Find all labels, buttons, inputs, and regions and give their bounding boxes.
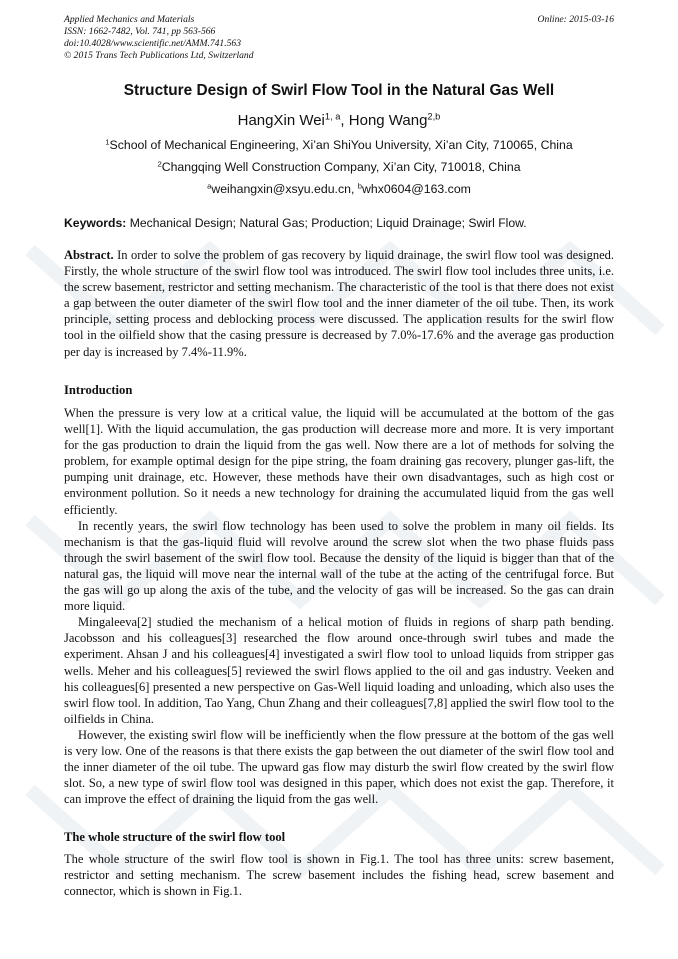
author-line [0, 112, 678, 129]
paper-title: Structure Design of Swirl Flow Tool in the Natural Gas Well [123, 82, 555, 99]
journal-header [64, 14, 614, 62]
introduction-body [64, 405, 614, 807]
affiliation-text: Changqing Well Construction Company, Xi’an City, 710018, China [161, 160, 521, 174]
author-name: HangXin Wei [237, 112, 325, 129]
abstract [64, 247, 614, 360]
paragraph: However, the existing swirl flow will be inefficiently when the flow pressure at the bottom of the gas well is very low. One of the reasons is that there exists the gap between the out diameter of the swirl flow tool and the inner diameter of the oil tube. The upward gas flow may disturb the swirl flow created by the swirl flow slot. So, a new type of swirl flow tool was designed in this paper, which does not exist the gap. Therefore, it can improve the effect of draining the liquid from the gas well. [64, 727, 614, 807]
section-heading-structure: The whole structure of the swirl flow tool [64, 830, 286, 844]
keywords-text: Mechanical Design; Natural Gas; Production; Liquid Drainage; Swirl Flow. [126, 216, 527, 230]
affiliation-sup: 2 [157, 159, 162, 169]
email-sup: a [207, 181, 212, 191]
email-link[interactable]: whx0604@163.com [362, 182, 471, 196]
author-separator: , [340, 112, 349, 129]
doi-line: doi:10.4028/www.scientific.net/AMM.741.563 [64, 38, 242, 49]
copyright-line: © 2015 Trans Tech Publications Ltd, Switzerland [64, 50, 254, 61]
affiliation-2 [0, 160, 678, 174]
online-date: Online: 2015-03-16 [537, 14, 614, 25]
abstract-label: Abstract. [64, 248, 114, 262]
paragraph: In recently years, the swirl flow technology has been used to solve the problem in many oil fields. Its mechanism is that the gas-liquid fluid will revolve around the screw slot when the two phase fluids pass through the swirl basement of the swirl flow tool. Because the density of the liquid is bigger than that of the natural gas, the liquid will move near the internal wall of the tube at the acting of the centrifugal force. But the gas will go up along the axis of the tube, and the velocity of gas will be increased. So the gas can drain more liquid. [64, 518, 614, 614]
structure-body [64, 851, 614, 899]
email-sup: b [357, 181, 363, 191]
keywords-label: Keywords: [64, 216, 127, 230]
affiliation-text: School of Mechanical Engineering, Xi’an ShiYou University, Xi’an City, 710065, China [109, 138, 573, 152]
journal-name: Applied Mechanics and Materials [64, 14, 195, 25]
issn-line: ISSN: 1662-7482, Vol. 741, pp 563-566 [64, 26, 216, 37]
paragraph: When the pressure is very low at a critical value, the liquid will be accumulated at the bottom of the gas well[1]. With the liquid accumulation, the gas production will decrease more and more. It is very important for the gas production to drain the liquid from the gas well. Now there are a lot of methods for solving the problem, for example optimal design for the pipe string, the foam draining gas recovery, plunger gas-lift, the pumping unit drainage, etc. However, these methods have their own disadvantages, such as high cost or environment pollution. So it needs a new technology for draining the accumulated liquid from the gas well efficiently. [64, 406, 614, 517]
section-heading-introduction: Introduction [64, 383, 133, 397]
keywords [64, 216, 614, 230]
abstract-text: In order to solve the problem of gas recovery by liquid drainage, the swirl flow tool was designed. Firstly, the whole structure of the swirl flow tool was introduced. The swirl flow tool includes three units, i.e. the screw basement, restrictor and setting mechanism. The characteristic of the tool is that there does not exist a gap between the outer diameter of the swirl flow tool and the inner diameter of the oil tube. Then, its work principle, setting process and deblocking process were discussed. The application results for the swirl flow tool in the oilfield show that the casing pressure is decreased by 7.0%-17.6% and the average gas production per day is increased by 7.4%-11.9%. [64, 248, 614, 359]
paragraph: Mingaleeva[2] studied the mechanism of a helical motion of fluids in regions of sharp path bending. Jacobsson and his colleagues[3] researched the flow around once-through swirl tubes and made the experiment. Ahsan J and his colleagues[4] investigated a swirl flow tool to unload liquids from stripper gas wells. Meher and his colleagues[5] reviewed the swirl flows applied to the oil and gas industry. Veeken and his colleagues[6] presented a new perspective on Gas-Well liquid loading and unloading, which also uses the swirl flow tool. In addition, Tao Yang, Chun Zhang and their colleagues[7,8] applied the swirl flow tool to the oilfields in China. [64, 615, 614, 726]
email-link[interactable]: weihangxin@xsyu.edu.cn [211, 182, 351, 196]
author-sup: 2,b [427, 111, 441, 122]
email-separator: , [350, 182, 358, 196]
affiliation-1 [0, 138, 678, 152]
paragraph: The whole structure of the swirl flow tool is shown in Fig.1. The tool has three units: screw basement, restrictor and setting mechanism. The screw basement includes the fishing head, screw basement and connector, which is shown in Fig.1. [64, 852, 614, 899]
affiliation-sup: 1 [105, 137, 110, 147]
author-sup: 1, a [324, 111, 341, 122]
author-name: Hong Wang [348, 112, 428, 129]
email-line [0, 182, 678, 196]
